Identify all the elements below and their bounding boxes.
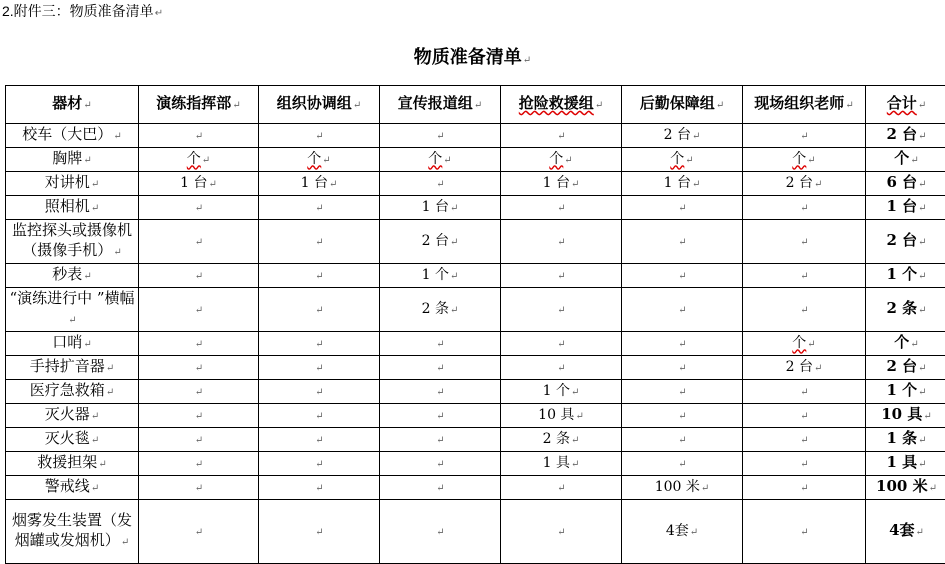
paragraph-mark: ↵ [315, 131, 323, 142]
paragraph-mark: ↵ [315, 237, 323, 248]
paragraph-mark: ↵ [678, 363, 686, 374]
column-header: 演练指挥部↵ [139, 86, 259, 124]
quantity-cell [622, 356, 743, 380]
paragraph-mark: ↵ [571, 179, 579, 190]
column-header: 合计↵ [866, 86, 945, 124]
paragraph-mark: ↵ [113, 247, 121, 258]
quantity-cell [380, 380, 501, 404]
paragraph-mark: ↵ [195, 435, 203, 446]
paragraph-mark: ↵ [91, 411, 99, 422]
paragraph-mark: ↵ [571, 387, 579, 398]
paragraph-mark: ↵ [918, 100, 926, 111]
quantity-cell [380, 428, 501, 452]
quantity-cell: 个↵ [622, 148, 743, 172]
paragraph-mark: ↵ [678, 237, 686, 248]
paragraph-mark: ↵ [315, 411, 323, 422]
paragraph-mark: ↵ [315, 339, 323, 350]
quantity-cell: 1 台↵ [259, 172, 380, 196]
paragraph-mark: ↵ [923, 411, 931, 422]
column-header: 组织协调组↵ [259, 86, 380, 124]
paragraph-mark: ↵ [315, 271, 323, 282]
paragraph-mark: ↵ [814, 179, 822, 190]
item-cell: 灭火器↵ [6, 404, 139, 428]
paragraph-mark: ↵ [195, 271, 203, 282]
paragraph-mark: ↵ [685, 155, 693, 166]
table-row [6, 476, 945, 500]
paragraph-mark: ↵ [91, 179, 99, 190]
paragraph-mark: ↵ [918, 203, 926, 214]
paragraph-mark: ↵ [716, 100, 724, 111]
paragraph-mark: ↵ [678, 203, 686, 214]
quantity-cell: 2 台↵ [743, 172, 866, 196]
paragraph-mark: ↵ [315, 483, 323, 494]
quantity-cell: 2 台↵ [380, 220, 501, 264]
quantity-cell [622, 428, 743, 452]
paragraph-mark: ↵ [436, 339, 444, 350]
quantity-cell [139, 404, 259, 428]
paragraph-mark: ↵ [98, 459, 106, 470]
paragraph-mark: ↵ [329, 179, 337, 190]
paragraph-mark: ↵ [595, 100, 603, 111]
quantity-cell [139, 500, 259, 564]
paragraph-mark: ↵ [450, 305, 458, 316]
paragraph-mark: ↵ [800, 305, 808, 316]
column-header: 宣传报道组↵ [380, 86, 501, 124]
quantity-cell [501, 356, 622, 380]
paragraph-mark: ↵ [918, 237, 926, 248]
paragraph-mark: ↵ [557, 237, 565, 248]
total-cell: 10 具↵ [866, 404, 945, 428]
paragraph-mark: ↵ [106, 387, 114, 398]
item-cell: 胸牌↵ [6, 148, 139, 172]
paragraph-mark: ↵ [800, 411, 808, 422]
quantity-cell [139, 288, 259, 332]
paragraph-mark: ↵ [68, 315, 76, 326]
quantity-cell: 1 台↵ [622, 172, 743, 196]
paragraph-mark: ↵ [315, 527, 323, 538]
item-cell: 监控探头或摄像机（摄像手机）↵ [6, 220, 139, 264]
quantity-cell [380, 476, 501, 500]
quantity-cell [139, 452, 259, 476]
quantity-cell [622, 264, 743, 288]
quantity-cell [743, 500, 866, 564]
quantity-cell [259, 452, 380, 476]
quantity-cell: 个↵ [743, 148, 866, 172]
paragraph-mark: ↵ [678, 435, 686, 446]
total-cell: 1 台↵ [866, 196, 945, 220]
paragraph-mark: ↵ [436, 483, 444, 494]
paragraph-mark: ↵ [436, 363, 444, 374]
paragraph-mark: ↵ [557, 271, 565, 282]
quantity-cell: 1 具↵ [501, 452, 622, 476]
total-cell: 1 个↵ [866, 264, 945, 288]
table-row [6, 332, 945, 356]
quantity-cell [139, 196, 259, 220]
quantity-cell: 100 米↵ [622, 476, 743, 500]
paragraph-mark: ↵ [845, 100, 853, 111]
quantity-cell [743, 380, 866, 404]
item-cell: 烟雾发生装置（发烟罐或发烟机）↵ [6, 500, 139, 564]
paragraph-mark: ↵ [918, 435, 926, 446]
paragraph-mark: ↵ [690, 527, 698, 538]
paragraph-mark: ↵ [692, 131, 700, 142]
paragraph-mark: ↵ [232, 100, 240, 111]
item-cell: “演练进行中 ”横幅↵ [6, 288, 139, 332]
table-row [6, 380, 945, 404]
quantity-cell [139, 428, 259, 452]
quantity-cell [622, 196, 743, 220]
paragraph-mark: ↵ [450, 237, 458, 248]
total-cell: 4套↵ [866, 500, 945, 564]
paragraph-mark: ↵ [910, 155, 918, 166]
quantity-cell [501, 124, 622, 148]
paragraph-mark: ↵ [800, 483, 808, 494]
quantity-cell: 4套↵ [622, 500, 743, 564]
paragraph-mark: ↵ [195, 131, 203, 142]
item-cell: 警戒线↵ [6, 476, 139, 500]
paragraph-mark: ↵ [678, 411, 686, 422]
quantity-cell [380, 332, 501, 356]
paragraph-mark: ↵ [814, 363, 822, 374]
quantity-cell: 个↵ [139, 148, 259, 172]
paragraph-mark: ↵ [113, 131, 121, 142]
paragraph-mark: ↵ [195, 237, 203, 248]
quantity-cell [622, 288, 743, 332]
item-cell: 口哨↵ [6, 332, 139, 356]
paragraph-mark: ↵ [195, 483, 203, 494]
table-row [6, 172, 945, 196]
quantity-cell [139, 264, 259, 288]
table-row [6, 124, 945, 148]
quantity-cell [380, 500, 501, 564]
quantity-cell: 个↵ [259, 148, 380, 172]
quantity-cell [259, 288, 380, 332]
paragraph-mark: ↵ [83, 100, 91, 111]
quantity-cell [380, 356, 501, 380]
paragraph-mark: ↵ [557, 527, 565, 538]
paragraph-mark: ↵ [315, 387, 323, 398]
paragraph-mark: ↵ [807, 339, 815, 350]
column-header: 器材↵ [6, 86, 139, 124]
table-row [6, 148, 945, 172]
item-cell: 手持扩音器↵ [6, 356, 139, 380]
paragraph-mark: ↵ [557, 363, 565, 374]
paragraph-mark: ↵ [918, 363, 926, 374]
paragraph-mark: ↵ [83, 155, 91, 166]
paragraph-mark: ↵ [800, 131, 808, 142]
paragraph-mark: ↵ [195, 459, 203, 470]
paragraph-mark: ↵ [83, 339, 91, 350]
item-cell: 校车（大巴）↵ [6, 124, 139, 148]
quantity-cell: 1 台↵ [501, 172, 622, 196]
total-cell: 6 台↵ [866, 172, 945, 196]
column-header: 现场组织老师↵ [743, 86, 866, 124]
quantity-cell [501, 264, 622, 288]
paragraph-mark: ↵ [195, 387, 203, 398]
quantity-cell [259, 220, 380, 264]
quantity-cell: 2 条↵ [501, 428, 622, 452]
paragraph-mark: ↵ [557, 483, 565, 494]
quantity-cell [259, 380, 380, 404]
paragraph-mark: ↵ [800, 459, 808, 470]
column-header: 抢险救援组↵ [501, 86, 622, 124]
quantity-cell [259, 476, 380, 500]
table-header-row [6, 86, 945, 124]
quantity-cell [139, 356, 259, 380]
paragraph-mark: ↵ [91, 483, 99, 494]
quantity-cell [501, 332, 622, 356]
paragraph-mark: ↵ [315, 363, 323, 374]
paragraph-mark: ↵ [678, 387, 686, 398]
quantity-cell [139, 476, 259, 500]
quantity-cell: 2 条↵ [380, 288, 501, 332]
quantity-cell [743, 124, 866, 148]
total-cell: 2 台↵ [866, 124, 945, 148]
item-cell: 照相机↵ [6, 196, 139, 220]
paragraph-mark: ↵ [121, 537, 129, 548]
paragraph-mark: ↵ [436, 387, 444, 398]
paragraph-mark: ↵ [918, 271, 926, 282]
paragraph-mark: ↵ [807, 155, 815, 166]
total-cell: 1 个↵ [866, 380, 945, 404]
paragraph-mark: ↵ [910, 339, 918, 350]
paragraph-mark: ↵ [195, 339, 203, 350]
quantity-cell: 1 台↵ [139, 172, 259, 196]
paragraph-mark: ↵ [800, 203, 808, 214]
quantity-cell: 1 台↵ [380, 196, 501, 220]
quantity-cell [501, 500, 622, 564]
item-cell: 医疗急救箱↵ [6, 380, 139, 404]
paragraph-mark: ↵ [800, 271, 808, 282]
quantity-cell: 个↵ [743, 332, 866, 356]
paragraph-mark: ↵ [692, 179, 700, 190]
total-cell: 个↵ [866, 148, 945, 172]
quantity-cell [259, 264, 380, 288]
paragraph-mark: ↵ [436, 411, 444, 422]
table-row [6, 428, 945, 452]
paragraph-mark: ↵ [202, 155, 210, 166]
total-cell: 1 具↵ [866, 452, 945, 476]
quantity-cell [259, 356, 380, 380]
paragraph-mark: ↵ [315, 203, 323, 214]
total-cell: 个↵ [866, 332, 945, 356]
quantity-cell [380, 404, 501, 428]
quantity-cell: 1 个↵ [501, 380, 622, 404]
paragraph-mark: ↵ [83, 271, 91, 282]
paragraph-mark: ↵ [918, 387, 926, 398]
quantity-cell [139, 332, 259, 356]
quantity-cell [743, 452, 866, 476]
paragraph-mark: ↵ [315, 459, 323, 470]
paragraph-mark: ↵ [800, 237, 808, 248]
quantity-cell [139, 124, 259, 148]
quantity-cell: 个↵ [501, 148, 622, 172]
quantity-cell: 2 台↵ [622, 124, 743, 148]
quantity-cell [501, 288, 622, 332]
item-cell: 灭火毯↵ [6, 428, 139, 452]
quantity-cell [622, 452, 743, 476]
paragraph-mark: ↵ [91, 435, 99, 446]
paragraph-mark: ↵ [436, 527, 444, 538]
paragraph-mark: ↵ [557, 203, 565, 214]
total-cell: 1 条↵ [866, 428, 945, 452]
quantity-cell [622, 220, 743, 264]
table-row [6, 500, 945, 564]
quantity-cell [743, 428, 866, 452]
table-row [6, 288, 945, 332]
paragraph-mark: ↵ [436, 179, 444, 190]
quantity-cell [743, 404, 866, 428]
paragraph-mark: ↵ [353, 100, 361, 111]
quantity-cell: 2 台↵ [743, 356, 866, 380]
paragraph-mark: ↵ [450, 203, 458, 214]
column-header: 后勤保障组↵ [622, 86, 743, 124]
paragraph-mark: ↵ [678, 459, 686, 470]
table-row [6, 220, 945, 264]
quantity-cell: 个↵ [380, 148, 501, 172]
paragraph-mark: ↵ [315, 305, 323, 316]
quantity-cell [139, 220, 259, 264]
total-cell: 2 台↵ [866, 356, 945, 380]
paragraph-mark: ↵ [678, 271, 686, 282]
quantity-cell [743, 220, 866, 264]
paragraph-mark: ↵ [474, 100, 482, 111]
paragraph-mark: ↵ [918, 305, 926, 316]
paragraph-mark: ↵ [678, 305, 686, 316]
quantity-cell [380, 172, 501, 196]
quantity-cell [743, 264, 866, 288]
materials-table [5, 85, 945, 564]
total-cell: 100 米↵ [866, 476, 945, 500]
quantity-cell [501, 220, 622, 264]
quantity-cell [622, 380, 743, 404]
paragraph-mark: ↵ [800, 387, 808, 398]
total-cell: 2 条↵ [866, 288, 945, 332]
item-cell: 秒表↵ [6, 264, 139, 288]
paragraph-mark: ↵ [443, 155, 451, 166]
page-title: 物质准备清单↵ [0, 46, 945, 73]
paragraph-mark: ↵ [800, 435, 808, 446]
paragraph-mark: ↵ [678, 339, 686, 350]
quantity-cell [743, 288, 866, 332]
paragraph-mark: ↵ [195, 203, 203, 214]
paragraph-mark: ↵ [557, 339, 565, 350]
quantity-cell [622, 332, 743, 356]
quantity-cell: 10 具↵ [501, 404, 622, 428]
paragraph-mark: ↵ [315, 435, 323, 446]
quantity-cell [622, 404, 743, 428]
quantity-cell [259, 332, 380, 356]
quantity-cell [501, 476, 622, 500]
quantity-cell [259, 500, 380, 564]
paragraph-mark: ↵ [436, 435, 444, 446]
paragraph-mark: ↵ [701, 483, 709, 494]
quantity-cell [259, 124, 380, 148]
paragraph-mark: ↵ [195, 305, 203, 316]
attachment-caption: 2.附件三：物质准备清单↵ [2, 2, 163, 23]
quantity-cell: 1 个↵ [380, 264, 501, 288]
total-cell: 2 台↵ [866, 220, 945, 264]
paragraph-mark: ↵ [91, 203, 99, 214]
paragraph-mark: ↵ [571, 435, 579, 446]
paragraph-mark: ↵ [918, 459, 926, 470]
paragraph-mark: ↵ [557, 131, 565, 142]
paragraph-mark: ↵ [322, 155, 330, 166]
paragraph-mark: ↵ [450, 271, 458, 282]
paragraph-mark: ↵ [195, 527, 203, 538]
quantity-cell [743, 476, 866, 500]
item-cell: 救援担架↵ [6, 452, 139, 476]
paragraph-mark: ↵ [929, 483, 937, 494]
quantity-cell [259, 404, 380, 428]
quantity-cell [139, 380, 259, 404]
paragraph-mark: ↵ [436, 131, 444, 142]
paragraph-mark: ↵ [195, 411, 203, 422]
quantity-cell [501, 196, 622, 220]
table-row [6, 196, 945, 220]
paragraph-mark: ↵ [916, 527, 924, 538]
paragraph-mark: ↵ [575, 411, 583, 422]
table-row [6, 452, 945, 476]
paragraph-mark: ↵ [918, 131, 926, 142]
paragraph-mark: ↵ [557, 305, 565, 316]
paragraph-mark: ↵ [918, 179, 926, 190]
paragraph-mark: ↵ [800, 527, 808, 538]
paragraph-mark: ↵ [208, 179, 216, 190]
quantity-cell [380, 124, 501, 148]
paragraph-mark: ↵ [106, 363, 114, 374]
quantity-cell [380, 452, 501, 476]
paragraph-mark: ↵ [195, 363, 203, 374]
quantity-cell [743, 196, 866, 220]
paragraph-mark: ↵ [564, 155, 572, 166]
paragraph-mark: ↵ [436, 459, 444, 470]
table-row [6, 356, 945, 380]
quantity-cell [259, 428, 380, 452]
item-cell: 对讲机↵ [6, 172, 139, 196]
table-row [6, 264, 945, 288]
quantity-cell [259, 196, 380, 220]
paragraph-mark: ↵ [571, 459, 579, 470]
table-row [6, 404, 945, 428]
